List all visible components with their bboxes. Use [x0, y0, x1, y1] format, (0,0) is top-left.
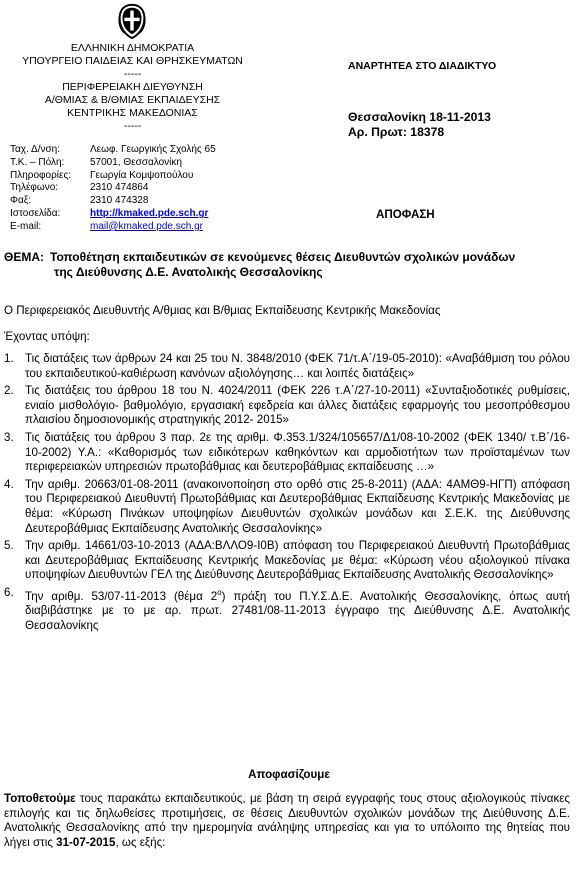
header-line: ΕΛΛΗΝΙΚΗ ΔΗΜΟΚΡΑΤΙΑ	[70, 42, 195, 54]
superscript: ο	[217, 587, 222, 597]
header-line: ΥΠΟΥΡΓΕΙΟ ΠΑΙΔΕΙΑΣ ΚΑΙ ΘΡΗΣΚΕΥΜΑΤΩΝ	[22, 55, 243, 67]
contact-row	[10, 208, 270, 221]
contact-label: Πληροφορίες:	[10, 169, 72, 181]
contact-label: Τηλέφωνο:	[10, 182, 59, 194]
list-item	[4, 384, 570, 428]
posting-notice: ΑΝΑΡΤΗΤΕΑ ΣΤΟ ΔΙΑΔΙΚΤΥΟ	[348, 60, 497, 72]
contact-value: 2310 474328	[90, 195, 149, 207]
final-end: , ως εξής:	[115, 835, 166, 849]
header-line: Α/ΘΜΙΑΣ & Β/ΘΜΙΑΣ ΕΚΠΑΙΔΕΥΣΗΣ	[44, 94, 221, 106]
email-link[interactable]: mail@kmaked.pde.sch.gr	[90, 220, 203, 232]
item-number: 4.	[4, 477, 14, 491]
director-line: Ο Περιφερειακός Διευθυντής Α/θμιας και Β/θμιας Εκπαίδευσης Κεντρικής Μακεδονίας	[4, 304, 441, 317]
contact-row	[10, 170, 270, 183]
item-text: Την αριθμ. 20663/01-08-2011 (ανακοινοποίηση στο ορθό στις 25-8-2011) (ΑΔΑ: 4ΑΜΘ9-ΗΓΠ) απόφαση του Περιφερειακού Διευθυντή Πρωτοβάθμιας και Δευτεροβάθμιας Εκπαίδευσης Κεντρικής Μακεδονίας με θέμα: «Κύρωση Πινάκων υποψηφίων Διευθυντών σχολικών μονάδων και Σ.Ε.Κ. της Διεύθυνσης Δευτεροβάθμιας Εκπαίδευσης Ανατολικής Θεσσαλονίκης»	[25, 477, 570, 535]
list-item	[4, 586, 570, 634]
place-date: Θεσσαλονίκη 18-11-2013	[348, 110, 491, 124]
header-line: -----	[123, 68, 142, 80]
date-protocol	[348, 110, 491, 140]
contact-row	[10, 182, 270, 195]
final-lead: Τοποθετούμε	[4, 792, 76, 805]
contact-value: 2310 474864	[90, 182, 149, 194]
contact-label: Φαξ:	[10, 195, 32, 207]
contact-value: 57001, Θεσσαλονίκη	[90, 156, 182, 168]
contact-value: Γεωργία Κομψοπούλου	[90, 169, 194, 181]
header-line: ΚΕΝΤΡΙΚΗΣ ΜΑΚΕΔΟΝΙΑΣ	[67, 107, 198, 119]
item-number: 2.	[4, 384, 14, 398]
having-seen-label: Έχοντας υπόψη:	[4, 330, 90, 343]
item-text-before: Την αριθμ. 53/07-11-2013 (θέμα 2	[25, 589, 218, 603]
list-item	[4, 431, 570, 475]
contact-label: Τ.Κ. – Πόλη:	[10, 156, 65, 168]
list-item	[4, 539, 570, 583]
contact-row	[10, 144, 270, 157]
item-text: Τις διατάξεις του άρθρου 3 παρ. 2ε της αριθμ. Φ.353.1/324/105657/Δ1/08-10-2002 (ΦΕΚ 1340/ τ.Β΄/16-10-2002) Υ.Α.: «Καθορισμός των ειδικότερων καθηκόντων και αρμοδιοτήτων των προϊσταμένων των περιφερειακών υπηρεσιών πρωτοβάθμιας και δευτεροβάθμιας εκπαίδευσης …»	[25, 430, 570, 474]
item-number: 6.	[4, 585, 14, 599]
decide-heading: Αποφασίζουμε	[248, 768, 330, 781]
contact-value: Λεωφ. Γεωργικής Σχολής 65	[90, 144, 216, 155]
item-number: 5.	[4, 539, 14, 553]
subject	[4, 250, 574, 280]
term-end-date: 31-07-2015	[56, 835, 116, 849]
authority-header	[10, 42, 255, 133]
subject-text-1: Τοποθέτηση εκπαιδευτικών σε κενούμενες θέσεις Διευθυντών σχολικών μονάδων	[50, 250, 516, 264]
greek-coat-of-arms-icon	[113, 2, 151, 40]
subject-label: ΘΕΜΑ:	[4, 250, 44, 264]
item-text: Την αριθμ. 14661/03-10-2013 (ΑΔΑ:ΒΛΛΟ9-Ι0Β) απόφαση του Περιφερειακού Διευθυντή Πρωτοβάθμιας και Δευτεροβάθμιας Εκπαίδευσης Κεντρικής Μακεδονίας με θέμα: «Κύρωση νέου αξιολογικού πίνακα υποψηφίων Διευθυντών ΓΕΛ της Διεύθυνσης Δευτεροβάθμιας Εκπαίδευσης Ανατολικής Θεσσαλονίκης»	[25, 539, 570, 582]
contact-label: Ιστοσελίδα:	[10, 207, 61, 219]
subject-text-2: της Διεύθυνσης Δ.Ε. Ανατολικής Θεσσαλονίκης	[54, 265, 323, 279]
contact-row	[10, 157, 270, 170]
contact-label: Ταχ. Δ/νση:	[10, 144, 61, 155]
contact-row	[10, 221, 270, 234]
considerations-list	[4, 352, 570, 637]
contact-row	[10, 195, 270, 208]
contact-info	[10, 144, 270, 234]
list-item	[4, 352, 570, 381]
subject-line-1	[4, 250, 574, 265]
header-line: ΠΕΡΙΦΕΡΕΙΑΚΗ ΔΙΕΥΘΥΝΣΗ	[62, 81, 203, 93]
item-text: Τις διατάξεις του άρθρου 18 του Ν. 4024/2011 (ΦΕΚ 226 τ.Α΄/27-10-2011) «Συνταξιοδοτικές ρυθμίσεις, ενιαίο μισθολόγιο- βαθμολόγιο, εργασιακή εφεδρεία και άλλες διατάξεις εφαρμογής του μεσοπρόθεσμου πλαισίου δημοσιονομικής στρατηγικής 2012- 2015»	[25, 384, 570, 427]
item-number: 3.	[4, 430, 14, 444]
item-text-after: ) πράξη του Π.Υ.Σ.Δ.Ε. Ανατολικής Θεσσαλονίκης, όπως αυτή διαβιβάστηκε με το με αρ. πρωτ. 27481/08-11-2013 έγγραφο της Διεύθυνσης Δ.Ε. Ανατολικής Θεσσαλονίκης	[25, 589, 570, 632]
contact-label: E-mail:	[10, 220, 42, 232]
final-middle: τους παρακάτω εκπαιδευτικούς, με βάση τη σειρά εγγραφής τους στους αξιολογικούς πίνακες επιλογής και τις δηλωθείσες προτιμήσεις, σε θέσεις Διευθυντών σχολικών μονάδων της Διεύθυνσης Δ.Ε. Ανατολικής Θεσσαλονίκης από την ημερομηνία ανάληψης υπηρεσίας και για το υπόλοιπο της θητείας που λήγει στις	[4, 792, 570, 849]
header-line: -----	[123, 120, 142, 132]
list-item	[4, 478, 570, 536]
website-link[interactable]: http://kmaked.pde.sch.gr	[90, 207, 209, 219]
item-number: 1.	[4, 352, 14, 365]
protocol-number: Αρ. Πρωτ: 18378	[348, 125, 445, 139]
final-paragraph	[4, 792, 570, 850]
item-text: Τις διατάξεις των άρθρων 24 και 25 του Ν. 3848/2010 (ΦΕΚ 71/τ.Α΄/19-05-2010): «Αναβάθμιση του ρόλου του εκπαιδευτικού-καθιέρωση κανόνων αξιολόγησης… και λοιπές διατάξεις»	[25, 352, 570, 380]
decision-label: ΑΠΟΦΑΣΗ	[376, 208, 435, 221]
